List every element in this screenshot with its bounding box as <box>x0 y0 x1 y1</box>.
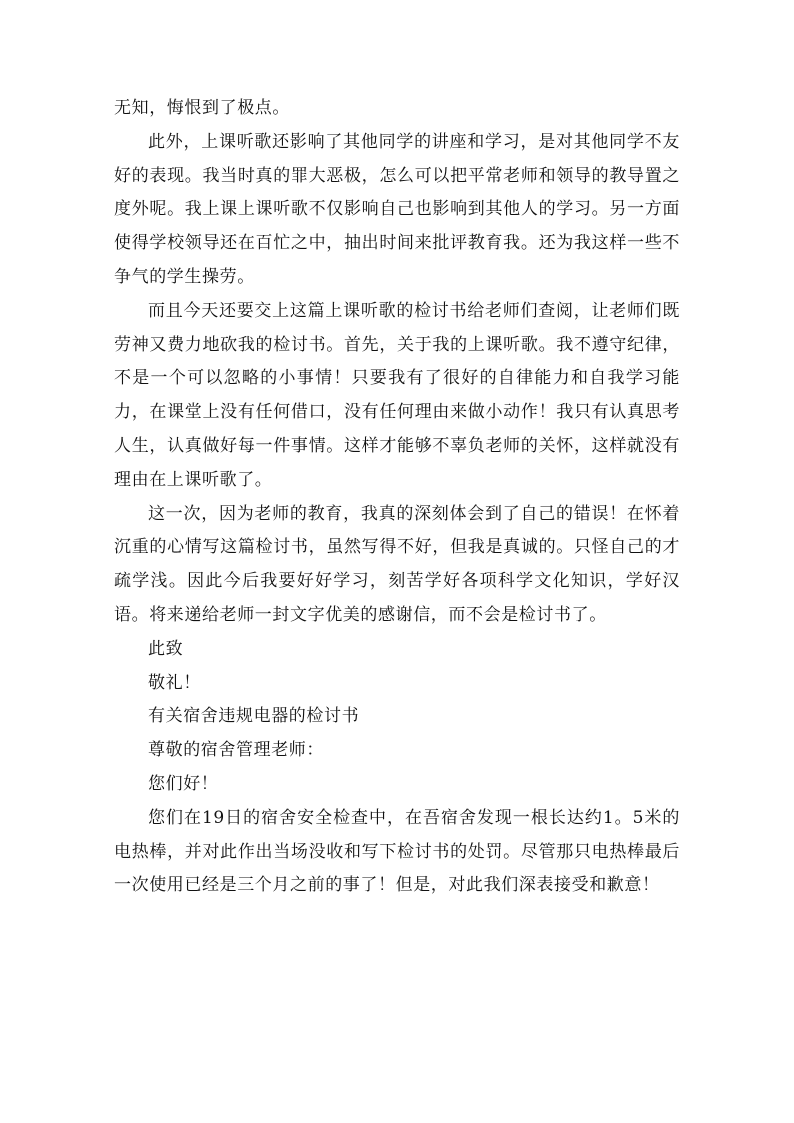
document-body <box>114 92 680 903</box>
paragraph-1: 无知，悔恨到了极点。 <box>114 98 290 118</box>
paragraph-5: 您们在19日的宿舍安全检查中，在吾宿舍发现一根长达约1。5米的电热棒，并对此作出当场没收和写下检讨书的处罚。尽管那只电热棒最后一次使用已经是三个月之前的事了！但是，对此我们深表接受和歉意！ <box>114 807 680 896</box>
letter-greeting: 您们好！ <box>148 773 219 794</box>
closing-salutation: 此致 <box>148 638 184 659</box>
paragraph-3: 而且今天还要交上这篇上课听歌的检讨书给老师们查阅，让老师们既劳神又费力地砍我的检讨书。首先，关于我的上课听歌。我不遵守纪律，不是一个可以忽略的小事情！只要我有了很好的自律能力和自我学习能力，在课堂上没有任何借口，没有任何理由来做小动作！我只有认真思考人生，认真做好每一件事情。这样才能够不辜负老师的关怀，这样就没有理由在上课听歌了。 <box>114 300 680 490</box>
paragraph-4: 这一次，因为老师的教育，我真的深刻体会到了自己的错误！在怀着沉重的心情写这篇检讨书，虽然写得不好，但我是真诚的。只怪自己的才疏学浅。因此今后我要好好学习，刻苦学好各项科学文化知识，学好汉语。将来递给老师一封文字优美的感谢信，而不会是检讨书了。 <box>114 503 680 625</box>
paragraph-2: 此外，上课听歌还影响了其他同学的讲座和学习，是对其他同学不友好的表现。我当时真的罪大恶极，怎么可以把平常老师和领导的教导置之度外呢。我上课上课听歌不仅影响自己也影响到其他人的学习。另一方面使得学校领导还在百忙之中，抽出时间来批评教育我。还为我这样一些不争气的学生操劳。 <box>114 131 680 287</box>
letter-addressee: 尊敬的宿舍管理老师： <box>148 740 324 761</box>
section-title: 有关宿舍违规电器的检讨书 <box>148 706 360 727</box>
closing-regards: 敬礼！ <box>148 672 201 693</box>
